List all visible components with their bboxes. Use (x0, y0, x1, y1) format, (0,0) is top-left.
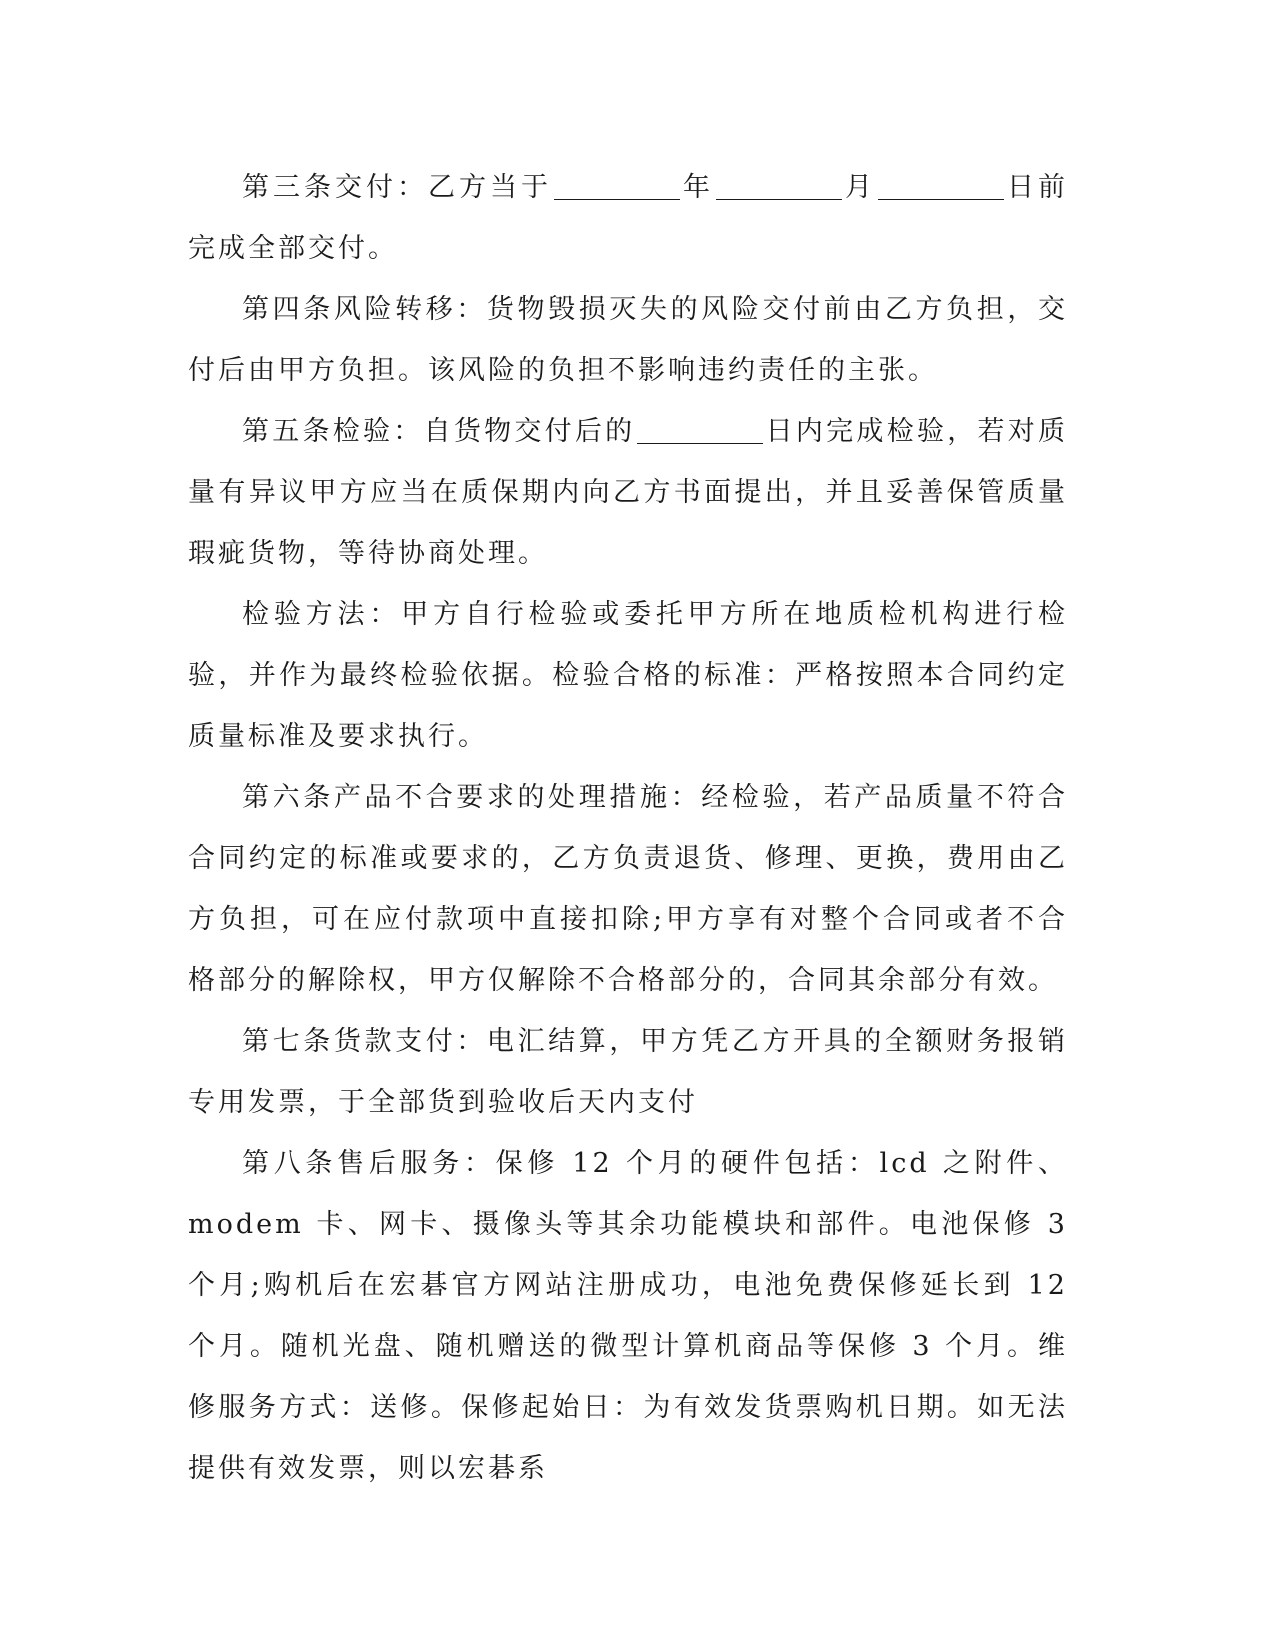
month-blank (716, 171, 842, 200)
clause-6-nonconforming: 第六条产品不合要求的处理措施：经检验，若产品质量不符合合同约定的标准或要求的，乙方负责退货、修理、更换，费用由乙方负担，可在应付款项中直接扣除;甲方享有对整个合同或者不合格部分的解除权，甲方仅解除不合格部分的，合同其余部分有效。 (188, 782, 1068, 996)
document-body (188, 157, 1068, 1499)
day-blank (878, 171, 1004, 200)
clause-5-text-b: 日内完成检验，若对质量有异议甲方应当在质保期内向乙方书面提出，并且妥善保管质量瑕疵货物，等待协商处理。 (188, 416, 1068, 569)
clause-3-text-c: 月 (844, 172, 876, 203)
days-blank (637, 415, 763, 444)
clause-3-text-b: 年 (682, 172, 714, 203)
clause-5-text-a: 第五条检验：自货物交付后的 (242, 416, 636, 447)
clause-3-delivery (188, 157, 1068, 279)
clause-3-text-a: 第三条交付：乙方当于 (242, 172, 552, 203)
year-blank (554, 171, 680, 200)
inspection-method: 检验方法：甲方自行检验或委托甲方所在地质检机构进行检验，并作为最终检验依据。检验合格的标准：严格按照本合同约定质量标准及要求执行。 (188, 599, 1068, 752)
clause-3-text-d: 日前完成全部交付。 (188, 172, 1068, 264)
clause-8-after-sales: 第八条售后服务：保修 12 个月的硬件包括：lcd 之附件、modem 卡、网卡、摄像头等其余功能模块和部件。电池保修 3 个月;购机后在宏碁官方网站注册成功，电池免费保修延长到 12 个月。随机光盘、随机赠送的微型计算机商品等保修 3 个月。维修服务方式：送修。保修起始日：为有效发货票购机日期。如无法提供有效发票，则以宏碁系 (188, 1148, 1068, 1484)
clause-4-risk-transfer: 第四条风险转移：货物毁损灭失的风险交付前由乙方负担，交付后由甲方负担。该风险的负担不影响违约责任的主张。 (188, 294, 1068, 386)
clause-7-payment: 第七条货款支付：电汇结算，甲方凭乙方开具的全额财务报销专用发票，于全部货到验收后天内支付 (188, 1026, 1068, 1118)
clause-5-inspection (188, 401, 1068, 584)
